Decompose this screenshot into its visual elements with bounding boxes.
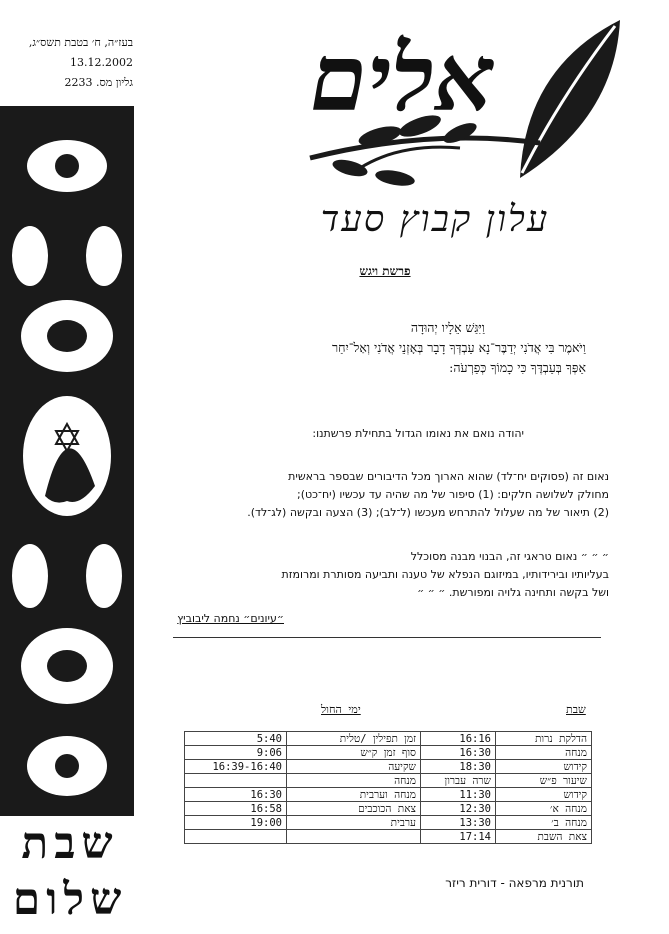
header-issue-number: גליון מס. 2233 xyxy=(64,76,133,89)
paragraph1-line-3: (2) תיאור של מה שעלול להתרחש מעכשו (ל־לב); (3) הצעה ובקשה (לג־לד). xyxy=(247,506,609,519)
shabbat-label: הדלקת נרות xyxy=(496,732,592,746)
schedule-table xyxy=(184,731,592,844)
weekday-time: 16:58 xyxy=(185,802,287,816)
verse-line-2: וַיֹּאמֶר בִּי אֲדֹנִי יְדַבֶּר־נָא עַבְדְּךָ דָבָר בְּאָזְנֵי אֲדֹנִי וְאַל־יִחַר xyxy=(331,340,586,355)
weekday-label: סוף זמן ק״ש xyxy=(287,746,421,760)
shabbat-label: שיעור פ״ש xyxy=(496,774,592,788)
weekday-label: ערבית xyxy=(287,816,421,830)
footer-duty-nurse: תורנית מרפאה - דורית ריזר xyxy=(445,876,584,890)
table-row xyxy=(185,802,592,816)
table-row xyxy=(185,788,592,802)
shabbat-label: קידוש xyxy=(496,788,592,802)
citation: ״עיונים״ נחמה ליבוביץ xyxy=(177,612,284,625)
table-row xyxy=(185,816,592,830)
weekday-label xyxy=(287,830,421,844)
shabbat-time: 13:30 xyxy=(421,816,496,830)
greeting-word-shabbat: שבת xyxy=(21,818,119,869)
verse-line-1: וַיִּגַּשׁ אֵלָיו יְהוּדָה xyxy=(410,320,485,335)
paragraph1-line-2: מחולק לשלושה חלקים: (1) סיפור של מה שהיה עד עכשיו (יח־כט); xyxy=(297,488,609,501)
section-divider xyxy=(173,637,601,638)
shabbat-time: 16:30 xyxy=(421,746,496,760)
weekday-time: 16:30 xyxy=(185,788,287,802)
shabbat-time: 11:30 xyxy=(421,788,496,802)
shabbat-shalom-greeting xyxy=(0,816,140,934)
header-date-gregorian: 13.12.2002 xyxy=(70,56,133,69)
shabbat-label: צאת השבת xyxy=(496,830,592,844)
weekday-time: 19:00 xyxy=(185,816,287,830)
weekday-column-title: ימי החול xyxy=(321,703,361,716)
weekday-time: 9:06 xyxy=(185,746,287,760)
shabbat-time: 12:30 xyxy=(421,802,496,816)
shabbat-label: מנחה ב׳ xyxy=(496,816,592,830)
paragraph2-line-3: ושל בקשה ותחינה גלויה ומפורשת. ״ ״ ״ xyxy=(417,586,609,599)
ornament-pattern-icon xyxy=(0,106,134,816)
parasha-title: פרשת ויגש xyxy=(359,264,411,278)
masthead-logo xyxy=(270,8,640,208)
paragraph2-line-2: בעליותיו ובירידותיו, במיזוגם הנפלא של טענה ותביעה מסותרת ומרומזת xyxy=(281,568,609,581)
weekday-label: מנחה וערבית xyxy=(287,788,421,802)
shabbat-time: 16:16 xyxy=(421,732,496,746)
shabbat-label: מנחה א׳ xyxy=(496,802,592,816)
shabbat-label: מנחה xyxy=(496,746,592,760)
shabbat-time: 18:30 xyxy=(421,760,496,774)
shabbat-column-title: שבת xyxy=(566,703,586,716)
weekday-time xyxy=(185,830,287,844)
paragraph1-line-1: נאום זה (פסוקים יח־לד) שהוא הארוך מכל הדיבורים שבספר בראשית xyxy=(288,470,609,483)
weekday-time: 5:40 xyxy=(185,732,287,746)
weekday-time: 16:39-16:40 xyxy=(185,760,287,774)
weekday-label: שקיעה xyxy=(287,760,421,774)
decorative-sidebar xyxy=(0,106,134,816)
shabbat-label: קידוש xyxy=(496,760,592,774)
logo-wordmark: אלים xyxy=(310,24,494,132)
masthead-subtitle: עלון קבוץ סעד xyxy=(320,199,550,240)
header-date-hebrew: בעז״ה, ח׳ בטבת תשס״ג, xyxy=(28,36,133,49)
weekday-label: מנחה xyxy=(287,774,421,788)
intro-line: יהודה נואם את נאומו הגדול בתחילת פרשתנו: xyxy=(312,427,524,440)
table-row xyxy=(185,830,592,844)
weekday-time xyxy=(185,774,287,788)
greeting-word-shalom: שלום xyxy=(12,874,128,925)
shabbat-time: 17:14 xyxy=(421,830,496,844)
table-row xyxy=(185,774,592,788)
table-row xyxy=(185,760,592,774)
weekday-label: צאת הכוכבים xyxy=(287,802,421,816)
paragraph2-line-1: ״ ״ ״ נאום טראגי זה, הבנוי מבנה מסוכלל xyxy=(410,550,609,563)
table-row xyxy=(185,746,592,760)
verse-line-3: אַפְּךָ בְּעַבְדֶּךָ כִּי כָמוֹךָ כְּפַרְעֹה: xyxy=(449,360,586,375)
shabbat-time: שרה עברון xyxy=(421,774,496,788)
table-row xyxy=(185,732,592,746)
weekday-label: זמן תפילין /טלית xyxy=(287,732,421,746)
